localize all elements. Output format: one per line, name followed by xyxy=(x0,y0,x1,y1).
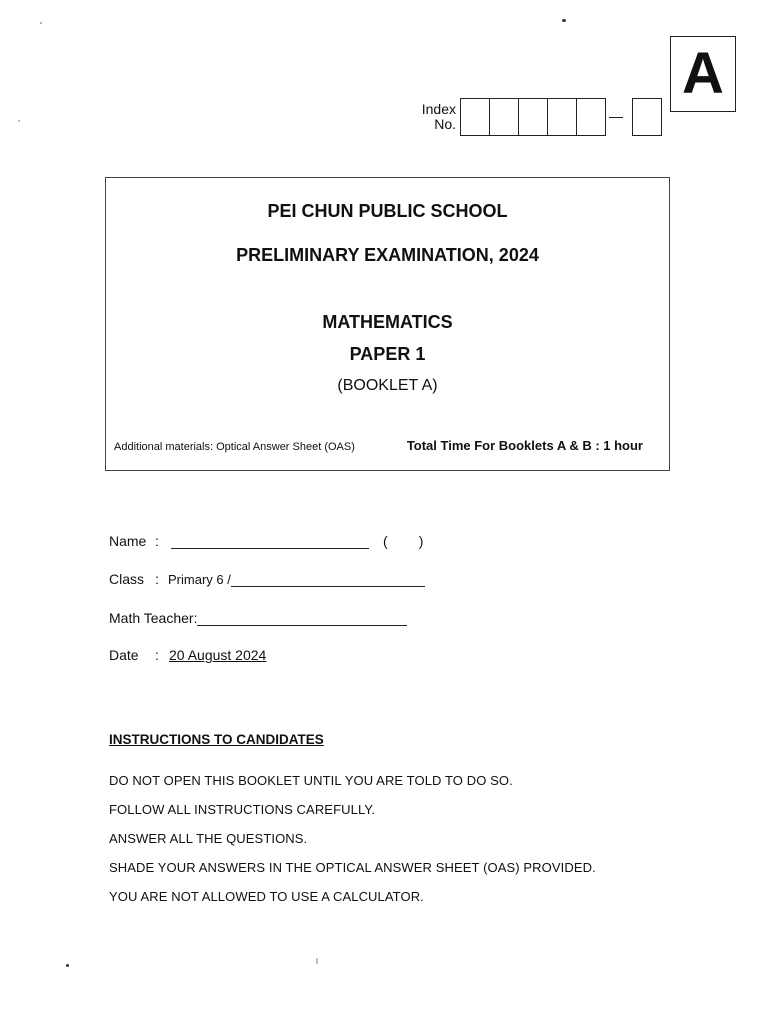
instruction-item: FOLLOW ALL INSTRUCTIONS CAREFULLY. xyxy=(109,802,376,817)
index-digit-box[interactable] xyxy=(461,99,490,135)
class-line[interactable] xyxy=(231,572,425,587)
date-field xyxy=(109,647,266,663)
additional-materials: Additional materials: Optical Answer Sheet (OAS) xyxy=(114,441,355,453)
booklet-letter: A xyxy=(670,36,736,112)
paper-title: PAPER 1 xyxy=(349,344,426,364)
scan-speck xyxy=(18,120,20,122)
instruction-item: ANSWER ALL THE QUESTIONS. xyxy=(109,831,308,846)
class-label: Class xyxy=(109,571,145,587)
school-name: PEI CHUN PUBLIC SCHOOL xyxy=(267,201,508,221)
date-label: Date xyxy=(109,647,139,663)
index-digit-box[interactable] xyxy=(577,99,605,135)
scan-speck xyxy=(316,958,318,964)
index-label-line2: No. xyxy=(434,116,456,132)
name-label: Name xyxy=(109,533,147,549)
instruction-item: YOU ARE NOT ALLOWED TO USE A CALCULATOR. xyxy=(109,889,424,904)
date-value: 20 August 2024 xyxy=(169,647,267,663)
index-dash xyxy=(609,117,623,118)
title-panel xyxy=(105,177,670,471)
index-number-boxes xyxy=(460,98,606,136)
exam-title: PRELIMINARY EXAMINATION, 2024 xyxy=(236,245,539,265)
index-digit-box[interactable] xyxy=(519,99,548,135)
class-field xyxy=(109,571,425,587)
index-digit-box[interactable] xyxy=(490,99,519,135)
subject-title: MATHEMATICS xyxy=(322,312,453,332)
name-line[interactable] xyxy=(171,534,369,549)
booklet-title: (BOOKLET A) xyxy=(337,377,438,394)
teacher-field xyxy=(109,610,407,626)
index-digit-box[interactable] xyxy=(548,99,577,135)
register-number-brackets[interactable]: ( ) xyxy=(383,533,424,549)
instructions-heading: INSTRUCTIONS TO CANDIDATES xyxy=(109,732,324,747)
class-prefix: Primary 6 / xyxy=(168,572,231,587)
scan-speck xyxy=(66,964,69,967)
scan-speck xyxy=(40,22,42,24)
name-colon: : xyxy=(155,533,159,549)
total-time: Total Time For Booklets A & B : 1 hour xyxy=(406,438,643,453)
name-field xyxy=(109,533,423,549)
class-colon: : xyxy=(155,571,159,587)
index-label xyxy=(412,102,456,132)
instruction-item: SHADE YOUR ANSWERS IN THE OPTICAL ANSWER SHEET (OAS) PROVIDED. xyxy=(109,860,596,875)
instruction-item: DO NOT OPEN THIS BOOKLET UNTIL YOU ARE TOLD TO DO SO. xyxy=(109,773,513,788)
date-colon: : xyxy=(155,647,159,663)
index-check-box[interactable] xyxy=(632,98,662,136)
scan-speck xyxy=(562,19,566,22)
teacher-line[interactable] xyxy=(197,611,407,626)
index-label-line1: Index xyxy=(421,101,456,117)
teacher-label: Math Teacher: xyxy=(109,610,198,626)
